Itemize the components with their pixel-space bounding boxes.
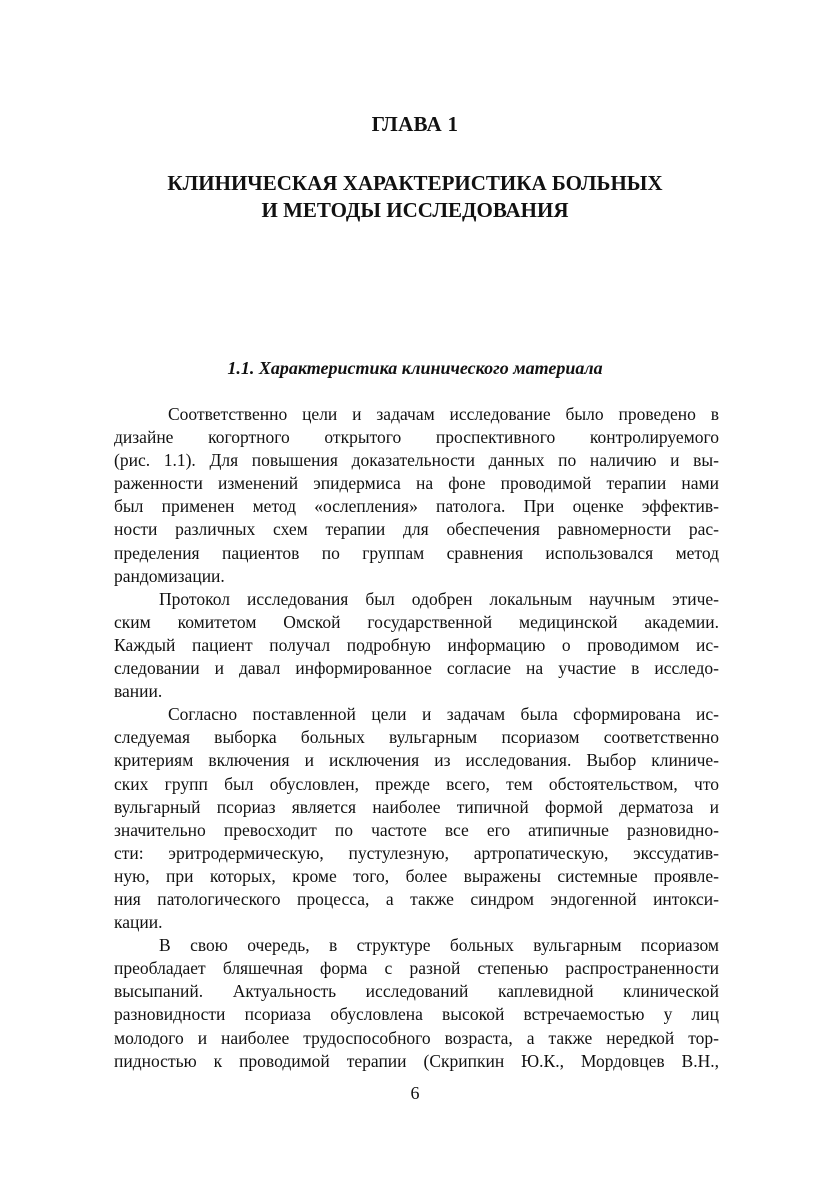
text-line: был применен метод «ослепления» патолога. При оценке эффектив-: [114, 496, 719, 517]
text-line: ским комитетом Омской государственной медицинской академии.: [114, 611, 719, 632]
chapter-heading: ГЛАВА 1: [371, 112, 459, 136]
text-line: следовании и давал информированное согласие на участие в исследо-: [114, 658, 719, 679]
text-line: В свою очередь, в структуре больных вульгарным псориазом: [159, 935, 719, 956]
text-line: Протокол исследования был одобрен локальным научным этиче-: [159, 588, 719, 609]
text-line: высыпаний. Актуальность исследований каплевидной клинической: [114, 981, 719, 1002]
page-number: 6: [410, 1083, 420, 1103]
body-text: [114, 403, 719, 1073]
text-line: ния патологического процесса, а также синдром эндогенной интокси-: [114, 888, 719, 909]
text-line: пидностью к проводимой терапии (Скрипкин Ю.К., Мордовцев В.Н.,: [114, 1050, 719, 1071]
text-line: преобладает бляшечная форма с разной степенью распространенности: [114, 958, 719, 979]
text-line: разновидности псориаза обусловлена высокой встречаемостью у лиц: [114, 1004, 719, 1025]
text-line: Согласно поставленной цели и задачам была сформирована ис-: [168, 704, 719, 725]
text-line: Соответственно цели и задачам исследование было проведено в: [168, 404, 719, 424]
text-line: пределения пациентов по группам сравнения использовался метод: [114, 542, 719, 563]
text-line: Каждый пациент получал подробную информацию о проводимом ис-: [114, 634, 719, 655]
text-line: ских групп был обусловлен, прежде всего, тем обстоятельством, что: [114, 773, 719, 794]
paragraph-4: [114, 934, 719, 1073]
text-line: (рис. 1.1). Для повышения доказательности данных по наличию и вы-: [114, 450, 719, 471]
text-line: кации.: [114, 912, 163, 933]
text-line: вании.: [114, 681, 163, 702]
section-title: 1.1. Характеристика клинического материала: [227, 358, 603, 378]
chapter-title-line: КЛИНИЧЕСКАЯ ХАРАКТЕРИСТИКА БОЛЬНЫХ: [167, 171, 663, 195]
text-line: дизайне когортного открытого проспективного контролируемого: [114, 427, 719, 448]
text-line: молодого и наиболее трудоспособного возраста, а также нередкой тор-: [114, 1027, 719, 1048]
paragraph-2: [114, 588, 719, 703]
text-line: сти: эритродермическую, пустулезную, артропатическую, экссудатив-: [114, 842, 719, 863]
text-line: следуемая выборка больных вульгарным псориазом соответственно: [114, 727, 719, 748]
paragraph-3: [114, 703, 719, 934]
chapter-title-line: И МЕТОДЫ ИССЛЕДОВАНИЯ: [261, 198, 569, 222]
text-line: ности различных схем терапии для обеспечения равномерности рас-: [114, 519, 719, 540]
text-line: рандомизации.: [114, 565, 225, 586]
text-line: раженности изменений эпидермиса на фоне проводимой терапии нами: [114, 473, 719, 494]
text-line: критериям включения и исключения из исследования. Выбор клиниче-: [114, 750, 719, 771]
text-line: ную, при которых, кроме того, более выражены системные проявле-: [114, 865, 719, 886]
text-line: значительно превосходит по частоте все его атипичные разновидно-: [114, 819, 719, 840]
paragraph-1: [114, 403, 719, 588]
text-line: вульгарный псориаз является наиболее типичной формой дерматоза и: [114, 796, 719, 817]
chapter-title: [0, 170, 830, 224]
